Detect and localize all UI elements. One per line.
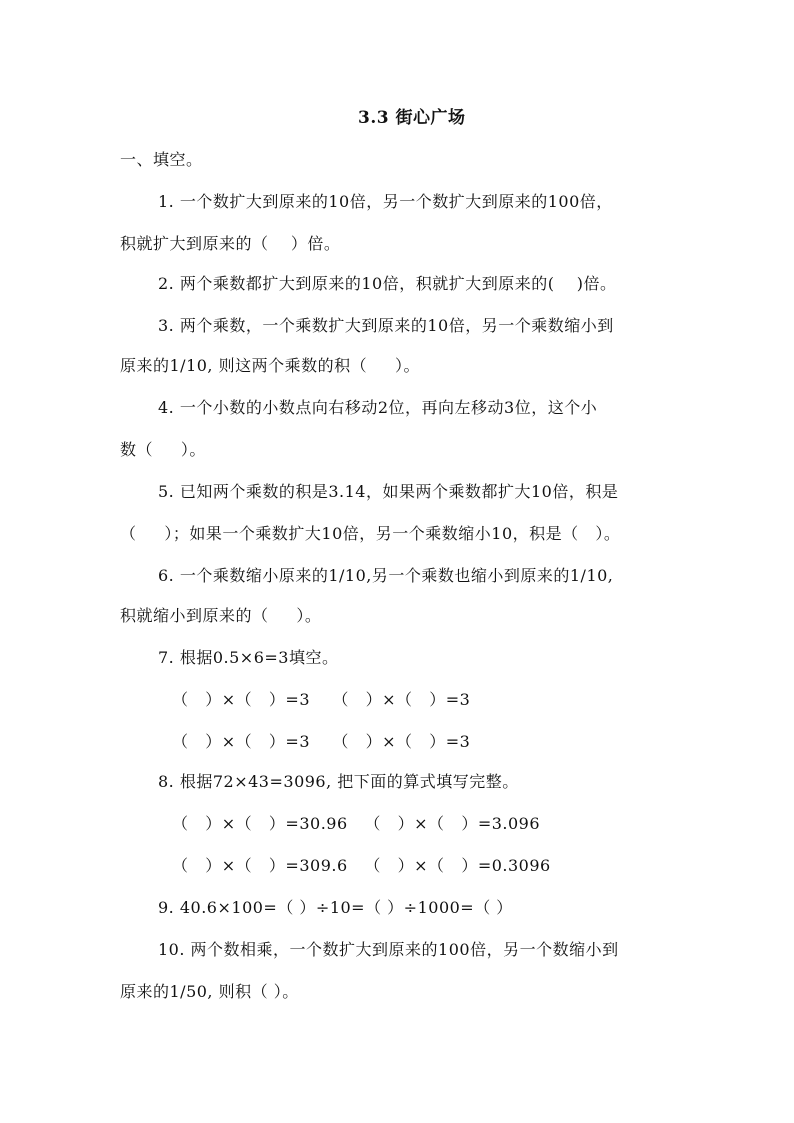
question-9: 9. 40.6×100=（ ）÷10=（ ）÷1000=（ ）	[158, 898, 513, 917]
question-5-line-1: 5. 已知两个乘数的积是3.14，如果两个乘数都扩大10倍，积是	[158, 482, 619, 501]
question-8-row-2: （ ）×（ ）=309.6 （ ）×（ ）=0.3096	[172, 856, 551, 875]
question-7-row-2: （ ）×（ ）=3 （ ）×（ ）=3	[172, 732, 471, 751]
question-4-line-2: 数（ ）。	[120, 440, 206, 459]
question-6-line-1: 6. 一个乘数缩小原来的1/10,另一个乘数也缩小到原来的1/10,	[158, 566, 614, 585]
question-5-line-2: （ ）；如果一个乘数扩大10倍，另一个乘数缩小10，积是（ ）。	[120, 524, 621, 543]
page-title: 3.3 街心广场	[358, 108, 466, 128]
question-10-line-1: 10. 两个数相乘，一个数扩大到原来的100倍，另一个数缩小到	[158, 940, 619, 959]
question-7: 7. 根据0.5×6=3填空。	[158, 648, 339, 667]
question-7-row-1: （ ）×（ ）=3 （ ）×（ ）=3	[172, 690, 471, 709]
section-heading: 一、填空。	[120, 150, 203, 169]
question-10-line-2: 原来的1/50, 则积（ ）。	[120, 982, 299, 1001]
question-1-line-1: 1. 一个数扩大到原来的10倍，另一个数扩大到原来的100倍，	[158, 192, 613, 211]
question-8: 8. 根据72×43=3096, 把下面的算式填写完整。	[158, 772, 519, 791]
question-3-line-1: 3. 两个乘数，一个乘数扩大到原来的10倍，另一个乘数缩小到	[158, 316, 614, 335]
question-2: 2. 两个乘数都扩大到原来的10倍，积就扩大到原来的( )倍。	[158, 274, 617, 293]
question-4-line-1: 4. 一个小数的小数点向右移动2位，再向左移动3位，这个小	[158, 398, 598, 417]
question-6-line-2: 积就缩小到原来的（ ）。	[120, 606, 322, 625]
question-3-line-2: 原来的1/10, 则这两个乘数的积（ ）。	[120, 356, 421, 375]
question-1-line-2: 积就扩大到原来的（ ）倍。	[120, 234, 341, 253]
question-8-row-1: （ ）×（ ）=30.96 （ ）×（ ）=3.096	[172, 814, 541, 833]
